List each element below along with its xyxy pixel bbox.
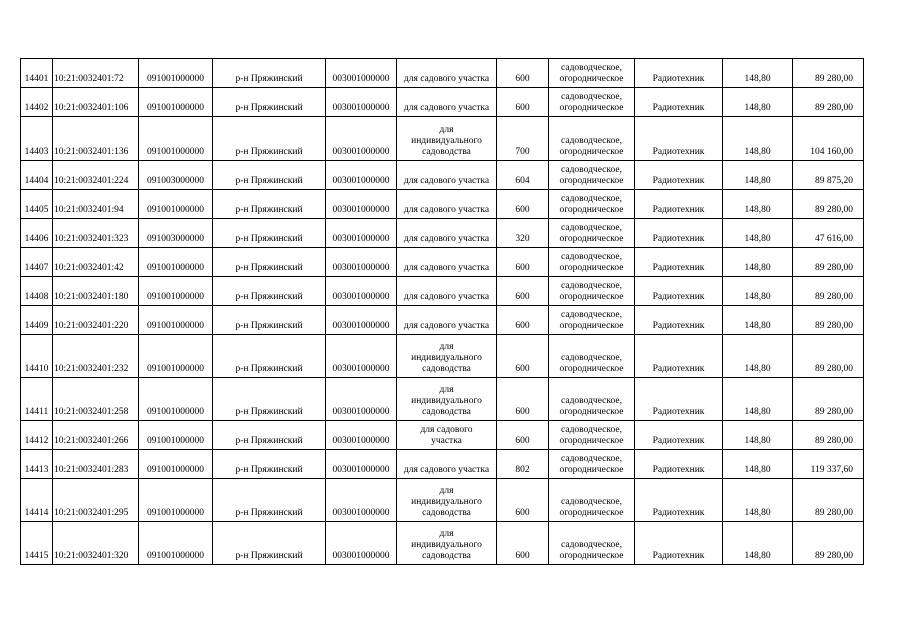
use-category: садоводческое, огородническое bbox=[549, 335, 635, 378]
okato-code: 091001000000 bbox=[139, 248, 213, 277]
cadastral-number: 10:21:0032401:224 bbox=[53, 161, 139, 190]
district: р-н Пряжинский bbox=[213, 335, 326, 378]
association-name: Радиотехник bbox=[635, 378, 723, 421]
cadastral-number: 10:21:0032401:180 bbox=[53, 277, 139, 306]
oktmo-code: 003001000000 bbox=[326, 219, 397, 248]
row-number: 14407 bbox=[21, 248, 53, 277]
cadastral-value: 89 280,00 bbox=[793, 335, 864, 378]
use-category: садоводческое, огородническое bbox=[549, 277, 635, 306]
cadastral-number: 10:21:0032401:266 bbox=[53, 421, 139, 450]
association-name: Радиотехник bbox=[635, 277, 723, 306]
use-category: садоводческое, огородническое bbox=[549, 117, 635, 161]
table-row bbox=[21, 59, 864, 88]
land-cadastre-table bbox=[20, 58, 864, 565]
area: 604 bbox=[497, 161, 549, 190]
okato-code: 091001000000 bbox=[139, 522, 213, 565]
association-name: Радиотехник bbox=[635, 117, 723, 161]
association-name: Радиотехник bbox=[635, 450, 723, 479]
specific-value: 148,80 bbox=[723, 378, 793, 421]
permitted-use: для садового участка bbox=[397, 219, 497, 248]
oktmo-code: 003001000000 bbox=[326, 117, 397, 161]
use-category: садоводческое, огородническое bbox=[549, 450, 635, 479]
specific-value: 148,80 bbox=[723, 335, 793, 378]
association-name: Радиотехник bbox=[635, 421, 723, 450]
use-category: садоводческое, огородническое bbox=[549, 479, 635, 522]
row-number: 14405 bbox=[21, 190, 53, 219]
cadastral-value: 89 280,00 bbox=[793, 88, 864, 117]
cadastral-number: 10:21:0032401:220 bbox=[53, 306, 139, 335]
permitted-use: для садового участка bbox=[397, 306, 497, 335]
okato-code: 091001000000 bbox=[139, 421, 213, 450]
permitted-use: для садового участка bbox=[397, 88, 497, 117]
table-row bbox=[21, 421, 864, 450]
specific-value: 148,80 bbox=[723, 161, 793, 190]
cadastral-number: 10:21:0032401:283 bbox=[53, 450, 139, 479]
oktmo-code: 003001000000 bbox=[326, 59, 397, 88]
oktmo-code: 003001000000 bbox=[326, 277, 397, 306]
oktmo-code: 003001000000 bbox=[326, 378, 397, 421]
specific-value: 148,80 bbox=[723, 450, 793, 479]
okato-code: 091001000000 bbox=[139, 479, 213, 522]
district: р-н Пряжинский bbox=[213, 59, 326, 88]
oktmo-code: 003001000000 bbox=[326, 335, 397, 378]
cadastral-value: 47 616,00 bbox=[793, 219, 864, 248]
okato-code: 091001000000 bbox=[139, 59, 213, 88]
area: 320 bbox=[497, 219, 549, 248]
oktmo-code: 003001000000 bbox=[326, 450, 397, 479]
permitted-use: для садового участка bbox=[397, 59, 497, 88]
specific-value: 148,80 bbox=[723, 219, 793, 248]
row-number: 14412 bbox=[21, 421, 53, 450]
cadastral-number: 10:21:0032401:323 bbox=[53, 219, 139, 248]
okato-code: 091001000000 bbox=[139, 306, 213, 335]
table-row bbox=[21, 190, 864, 219]
permitted-use: для индивидуального садоводства bbox=[397, 522, 497, 565]
okato-code: 091001000000 bbox=[139, 450, 213, 479]
row-number: 14404 bbox=[21, 161, 53, 190]
permitted-use: для садового участка bbox=[397, 277, 497, 306]
use-category: садоводческое, огородническое bbox=[549, 219, 635, 248]
use-category: садоводческое, огородническое bbox=[549, 522, 635, 565]
oktmo-code: 003001000000 bbox=[326, 161, 397, 190]
specific-value: 148,80 bbox=[723, 59, 793, 88]
table-row bbox=[21, 277, 864, 306]
area: 600 bbox=[497, 421, 549, 450]
cadastral-value: 89 280,00 bbox=[793, 248, 864, 277]
row-number: 14408 bbox=[21, 277, 53, 306]
row-number: 14414 bbox=[21, 479, 53, 522]
use-category: садоводческое, огородническое bbox=[549, 306, 635, 335]
cadastral-number: 10:21:0032401:72 bbox=[53, 59, 139, 88]
association-name: Радиотехник bbox=[635, 219, 723, 248]
okato-code: 091001000000 bbox=[139, 335, 213, 378]
cadastral-number: 10:21:0032401:136 bbox=[53, 117, 139, 161]
district: р-н Пряжинский bbox=[213, 117, 326, 161]
row-number: 14401 bbox=[21, 59, 53, 88]
table-row bbox=[21, 219, 864, 248]
oktmo-code: 003001000000 bbox=[326, 306, 397, 335]
association-name: Радиотехник bbox=[635, 248, 723, 277]
use-category: садоводческое, огородническое bbox=[549, 88, 635, 117]
area: 600 bbox=[497, 248, 549, 277]
specific-value: 148,80 bbox=[723, 479, 793, 522]
permitted-use: для индивидуального садоводства bbox=[397, 335, 497, 378]
table-row bbox=[21, 522, 864, 565]
table-row bbox=[21, 117, 864, 161]
cadastral-value: 89 875,20 bbox=[793, 161, 864, 190]
use-category: садоводческое, огородническое bbox=[549, 378, 635, 421]
table-row bbox=[21, 161, 864, 190]
specific-value: 148,80 bbox=[723, 306, 793, 335]
specific-value: 148,80 bbox=[723, 522, 793, 565]
cadastral-number: 10:21:0032401:295 bbox=[53, 479, 139, 522]
oktmo-code: 003001000000 bbox=[326, 479, 397, 522]
district: р-н Пряжинский bbox=[213, 479, 326, 522]
permitted-use: для садового участка bbox=[397, 161, 497, 190]
oktmo-code: 003001000000 bbox=[326, 88, 397, 117]
area: 600 bbox=[497, 59, 549, 88]
oktmo-code: 003001000000 bbox=[326, 190, 397, 219]
use-category: садоводческое, огородническое bbox=[549, 421, 635, 450]
area: 600 bbox=[497, 88, 549, 117]
cadastral-value: 89 280,00 bbox=[793, 59, 864, 88]
district: р-н Пряжинский bbox=[213, 522, 326, 565]
specific-value: 148,80 bbox=[723, 421, 793, 450]
specific-value: 148,80 bbox=[723, 248, 793, 277]
area: 600 bbox=[497, 306, 549, 335]
district: р-н Пряжинский bbox=[213, 421, 326, 450]
cadastral-value: 119 337,60 bbox=[793, 450, 864, 479]
permitted-use: для садового участка bbox=[397, 248, 497, 277]
cadastral-number: 10:21:0032401:42 bbox=[53, 248, 139, 277]
oktmo-code: 003001000000 bbox=[326, 421, 397, 450]
association-name: Радиотехник bbox=[635, 522, 723, 565]
row-number: 14402 bbox=[21, 88, 53, 117]
okato-code: 091001000000 bbox=[139, 117, 213, 161]
cadastral-value: 89 280,00 bbox=[793, 479, 864, 522]
cadastral-number: 10:21:0032401:320 bbox=[53, 522, 139, 565]
table-row bbox=[21, 306, 864, 335]
table-row bbox=[21, 378, 864, 421]
okato-code: 091001000000 bbox=[139, 277, 213, 306]
row-number: 14410 bbox=[21, 335, 53, 378]
district: р-н Пряжинский bbox=[213, 161, 326, 190]
district: р-н Пряжинский bbox=[213, 190, 326, 219]
permitted-use: для садового участка bbox=[397, 450, 497, 479]
area: 600 bbox=[497, 277, 549, 306]
cadastral-value: 89 280,00 bbox=[793, 378, 864, 421]
association-name: Радиотехник bbox=[635, 479, 723, 522]
area: 600 bbox=[497, 335, 549, 378]
association-name: Радиотехник bbox=[635, 59, 723, 88]
permitted-use: для индивидуального садоводства bbox=[397, 378, 497, 421]
cadastral-value: 89 280,00 bbox=[793, 421, 864, 450]
association-name: Радиотехник bbox=[635, 161, 723, 190]
district: р-н Пряжинский bbox=[213, 306, 326, 335]
specific-value: 148,80 bbox=[723, 88, 793, 117]
okato-code: 091001000000 bbox=[139, 88, 213, 117]
specific-value: 148,80 bbox=[723, 117, 793, 161]
table-row bbox=[21, 88, 864, 117]
row-number: 14406 bbox=[21, 219, 53, 248]
district: р-н Пряжинский bbox=[213, 277, 326, 306]
area: 600 bbox=[497, 378, 549, 421]
use-category: садоводческое, огородническое bbox=[549, 161, 635, 190]
area: 600 bbox=[497, 479, 549, 522]
district: р-н Пряжинский bbox=[213, 219, 326, 248]
okato-code: 091003000000 bbox=[139, 219, 213, 248]
specific-value: 148,80 bbox=[723, 277, 793, 306]
use-category: садоводческое, огородническое bbox=[549, 59, 635, 88]
permitted-use: для индивидуального садоводства bbox=[397, 479, 497, 522]
cadastral-value: 89 280,00 bbox=[793, 306, 864, 335]
association-name: Радиотехник bbox=[635, 88, 723, 117]
cadastral-number: 10:21:0032401:258 bbox=[53, 378, 139, 421]
district: р-н Пряжинский bbox=[213, 450, 326, 479]
row-number: 14403 bbox=[21, 117, 53, 161]
oktmo-code: 003001000000 bbox=[326, 248, 397, 277]
table-row bbox=[21, 335, 864, 378]
association-name: Радиотехник bbox=[635, 190, 723, 219]
okato-code: 091001000000 bbox=[139, 378, 213, 421]
row-number: 14409 bbox=[21, 306, 53, 335]
okato-code: 091001000000 bbox=[139, 190, 213, 219]
permitted-use: для индивидуального садоводства bbox=[397, 117, 497, 161]
cadastral-number: 10:21:0032401:94 bbox=[53, 190, 139, 219]
permitted-use: для садового участка bbox=[397, 190, 497, 219]
row-number: 14411 bbox=[21, 378, 53, 421]
use-category: садоводческое, огородническое bbox=[549, 248, 635, 277]
specific-value: 148,80 bbox=[723, 190, 793, 219]
oktmo-code: 003001000000 bbox=[326, 522, 397, 565]
cadastral-value: 104 160,00 bbox=[793, 117, 864, 161]
area: 700 bbox=[497, 117, 549, 161]
cadastral-value: 89 280,00 bbox=[793, 522, 864, 565]
table-row bbox=[21, 450, 864, 479]
cadastral-number: 10:21:0032401:106 bbox=[53, 88, 139, 117]
okato-code: 091003000000 bbox=[139, 161, 213, 190]
permitted-use: для садового участка bbox=[397, 421, 497, 450]
district: р-н Пряжинский bbox=[213, 88, 326, 117]
district: р-н Пряжинский bbox=[213, 248, 326, 277]
cadastral-value: 89 280,00 bbox=[793, 277, 864, 306]
area: 600 bbox=[497, 522, 549, 565]
area: 802 bbox=[497, 450, 549, 479]
row-number: 14413 bbox=[21, 450, 53, 479]
area: 600 bbox=[497, 190, 549, 219]
district: р-н Пряжинский bbox=[213, 378, 326, 421]
cadastral-value: 89 280,00 bbox=[793, 190, 864, 219]
cadastral-number: 10:21:0032401:232 bbox=[53, 335, 139, 378]
association-name: Радиотехник bbox=[635, 306, 723, 335]
row-number: 14415 bbox=[21, 522, 53, 565]
use-category: садоводческое, огородническое bbox=[549, 190, 635, 219]
association-name: Радиотехник bbox=[635, 335, 723, 378]
table-row bbox=[21, 248, 864, 277]
table-row bbox=[21, 479, 864, 522]
